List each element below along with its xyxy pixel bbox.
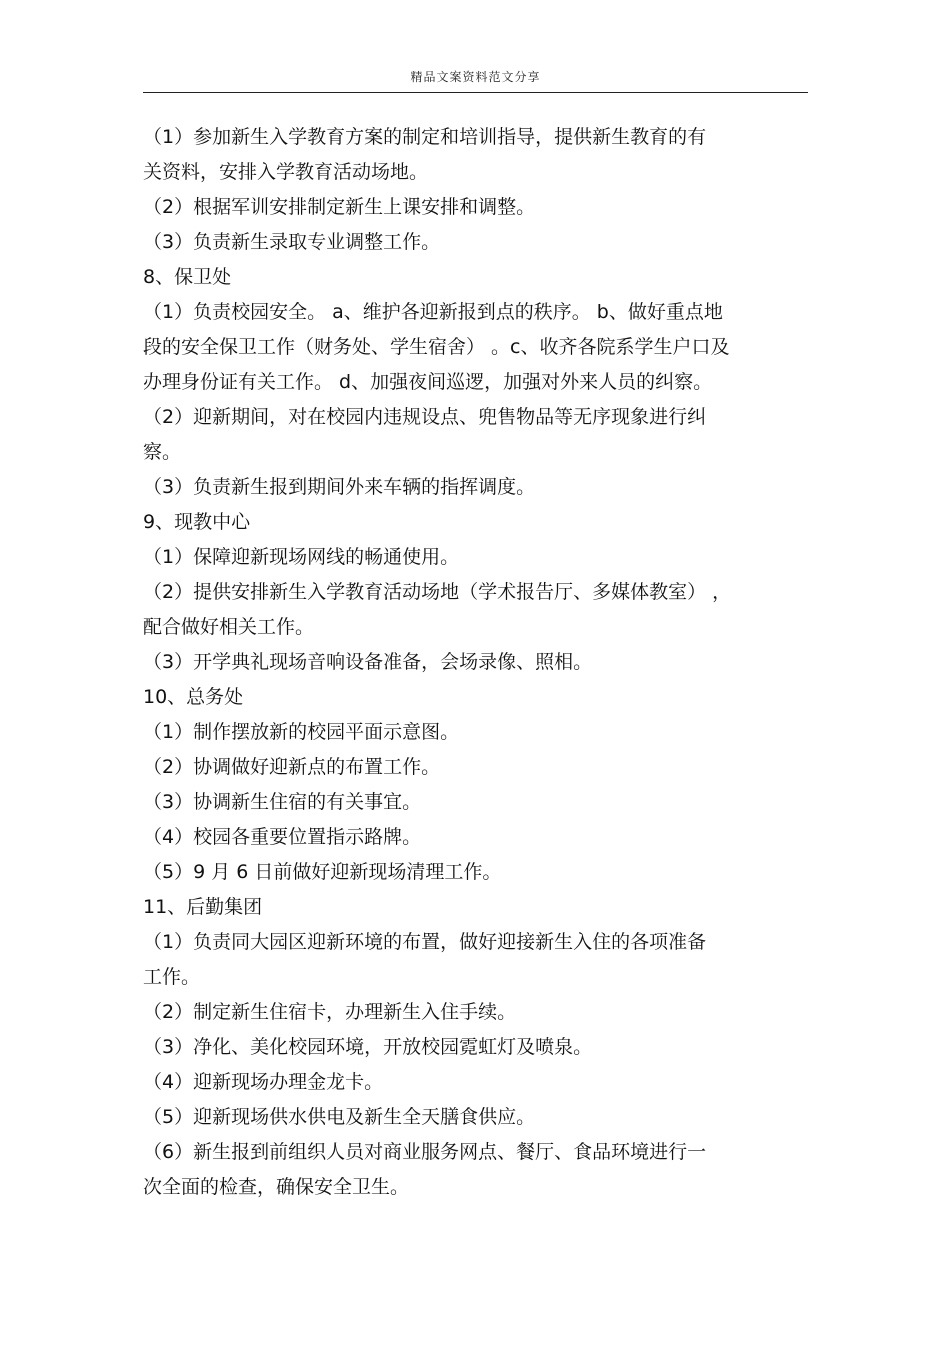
text-line: （2）提供安排新生入学教育活动场地（学术报告厅、多媒体教室） ， [143, 581, 732, 603]
text-line: 次全面的检查，确保安全卫生。 [143, 1176, 410, 1198]
text-line: （5）9 月 6 日前做好迎新现场清理工作。 [143, 861, 502, 883]
section-heading: 8、保卫处 [143, 266, 232, 288]
text-line: （3）负责新生录取专业调整工作。 [143, 231, 441, 253]
text-line: 办理身份证有关工作。 d、加强夜间巡逻，加强对外来人员的纠察。 [143, 371, 713, 393]
text-line: （1）制作摆放新的校园平面示意图。 [143, 721, 460, 743]
text-line: （6）新生报到前组织人员对商业服务网点、餐厅、食品环境进行一 [143, 1141, 707, 1163]
text-line: （2）根据军训安排制定新生上课安排和调整。 [143, 196, 536, 218]
text-line: （2）迎新期间，对在校园内违规设点、兜售物品等无序现象进行纠 [143, 406, 707, 428]
text-line: （1）保障迎新现场网线的畅通使用。 [143, 546, 460, 568]
text-line: （3）协调新生住宿的有关事宜。 [143, 791, 422, 813]
text-line: （4）校园各重要位置指示路牌。 [143, 826, 422, 848]
text-line: （1）负责同大园区迎新环境的布置，做好迎接新生入住的各项准备 [143, 931, 707, 953]
text-line: （2）协调做好迎新点的布置工作。 [143, 756, 441, 778]
text-line: （1）负责校园安全。 a、维护各迎新报到点的秩序。 b、做好重点地 [143, 301, 723, 323]
text-line: （5）迎新现场供水供电及新生全天膳食供应。 [143, 1106, 536, 1128]
section-heading: 10、总务处 [143, 686, 244, 708]
text-line: （3）负责新生报到期间外来车辆的指挥调度。 [143, 476, 536, 498]
section-heading: 11、后勤集团 [143, 896, 263, 918]
text-line: 察。 [143, 441, 182, 463]
header-title: 精品文案资料范文分享 [410, 70, 541, 84]
text-line: （1）参加新生入学教育方案的制定和培训指导，提供新生教育的有 [143, 126, 707, 148]
text-line: （4）迎新现场办理金龙卡。 [143, 1071, 384, 1093]
text-line: （3）净化、美化校园环境，开放校园霓虹灯及喷泉。 [143, 1036, 593, 1058]
text-line: 关资料，安排入学教育活动场地。 [143, 161, 429, 183]
text-line: （2）制定新生住宿卡，办理新生入住手续。 [143, 1001, 517, 1023]
text-line: 段的安全保卫工作（财务处、学生宿舍） 。c、收齐各院系学生户口及 [143, 336, 730, 358]
section-heading: 9、现教中心 [143, 511, 251, 533]
text-line: （3）开学典礼现场音响设备准备，会场录像、照相。 [143, 651, 593, 673]
text-line: 配合做好相关工作。 [143, 616, 315, 638]
page-header [143, 62, 808, 93]
document-body [143, 120, 808, 1205]
text-line: 工作。 [143, 966, 201, 988]
